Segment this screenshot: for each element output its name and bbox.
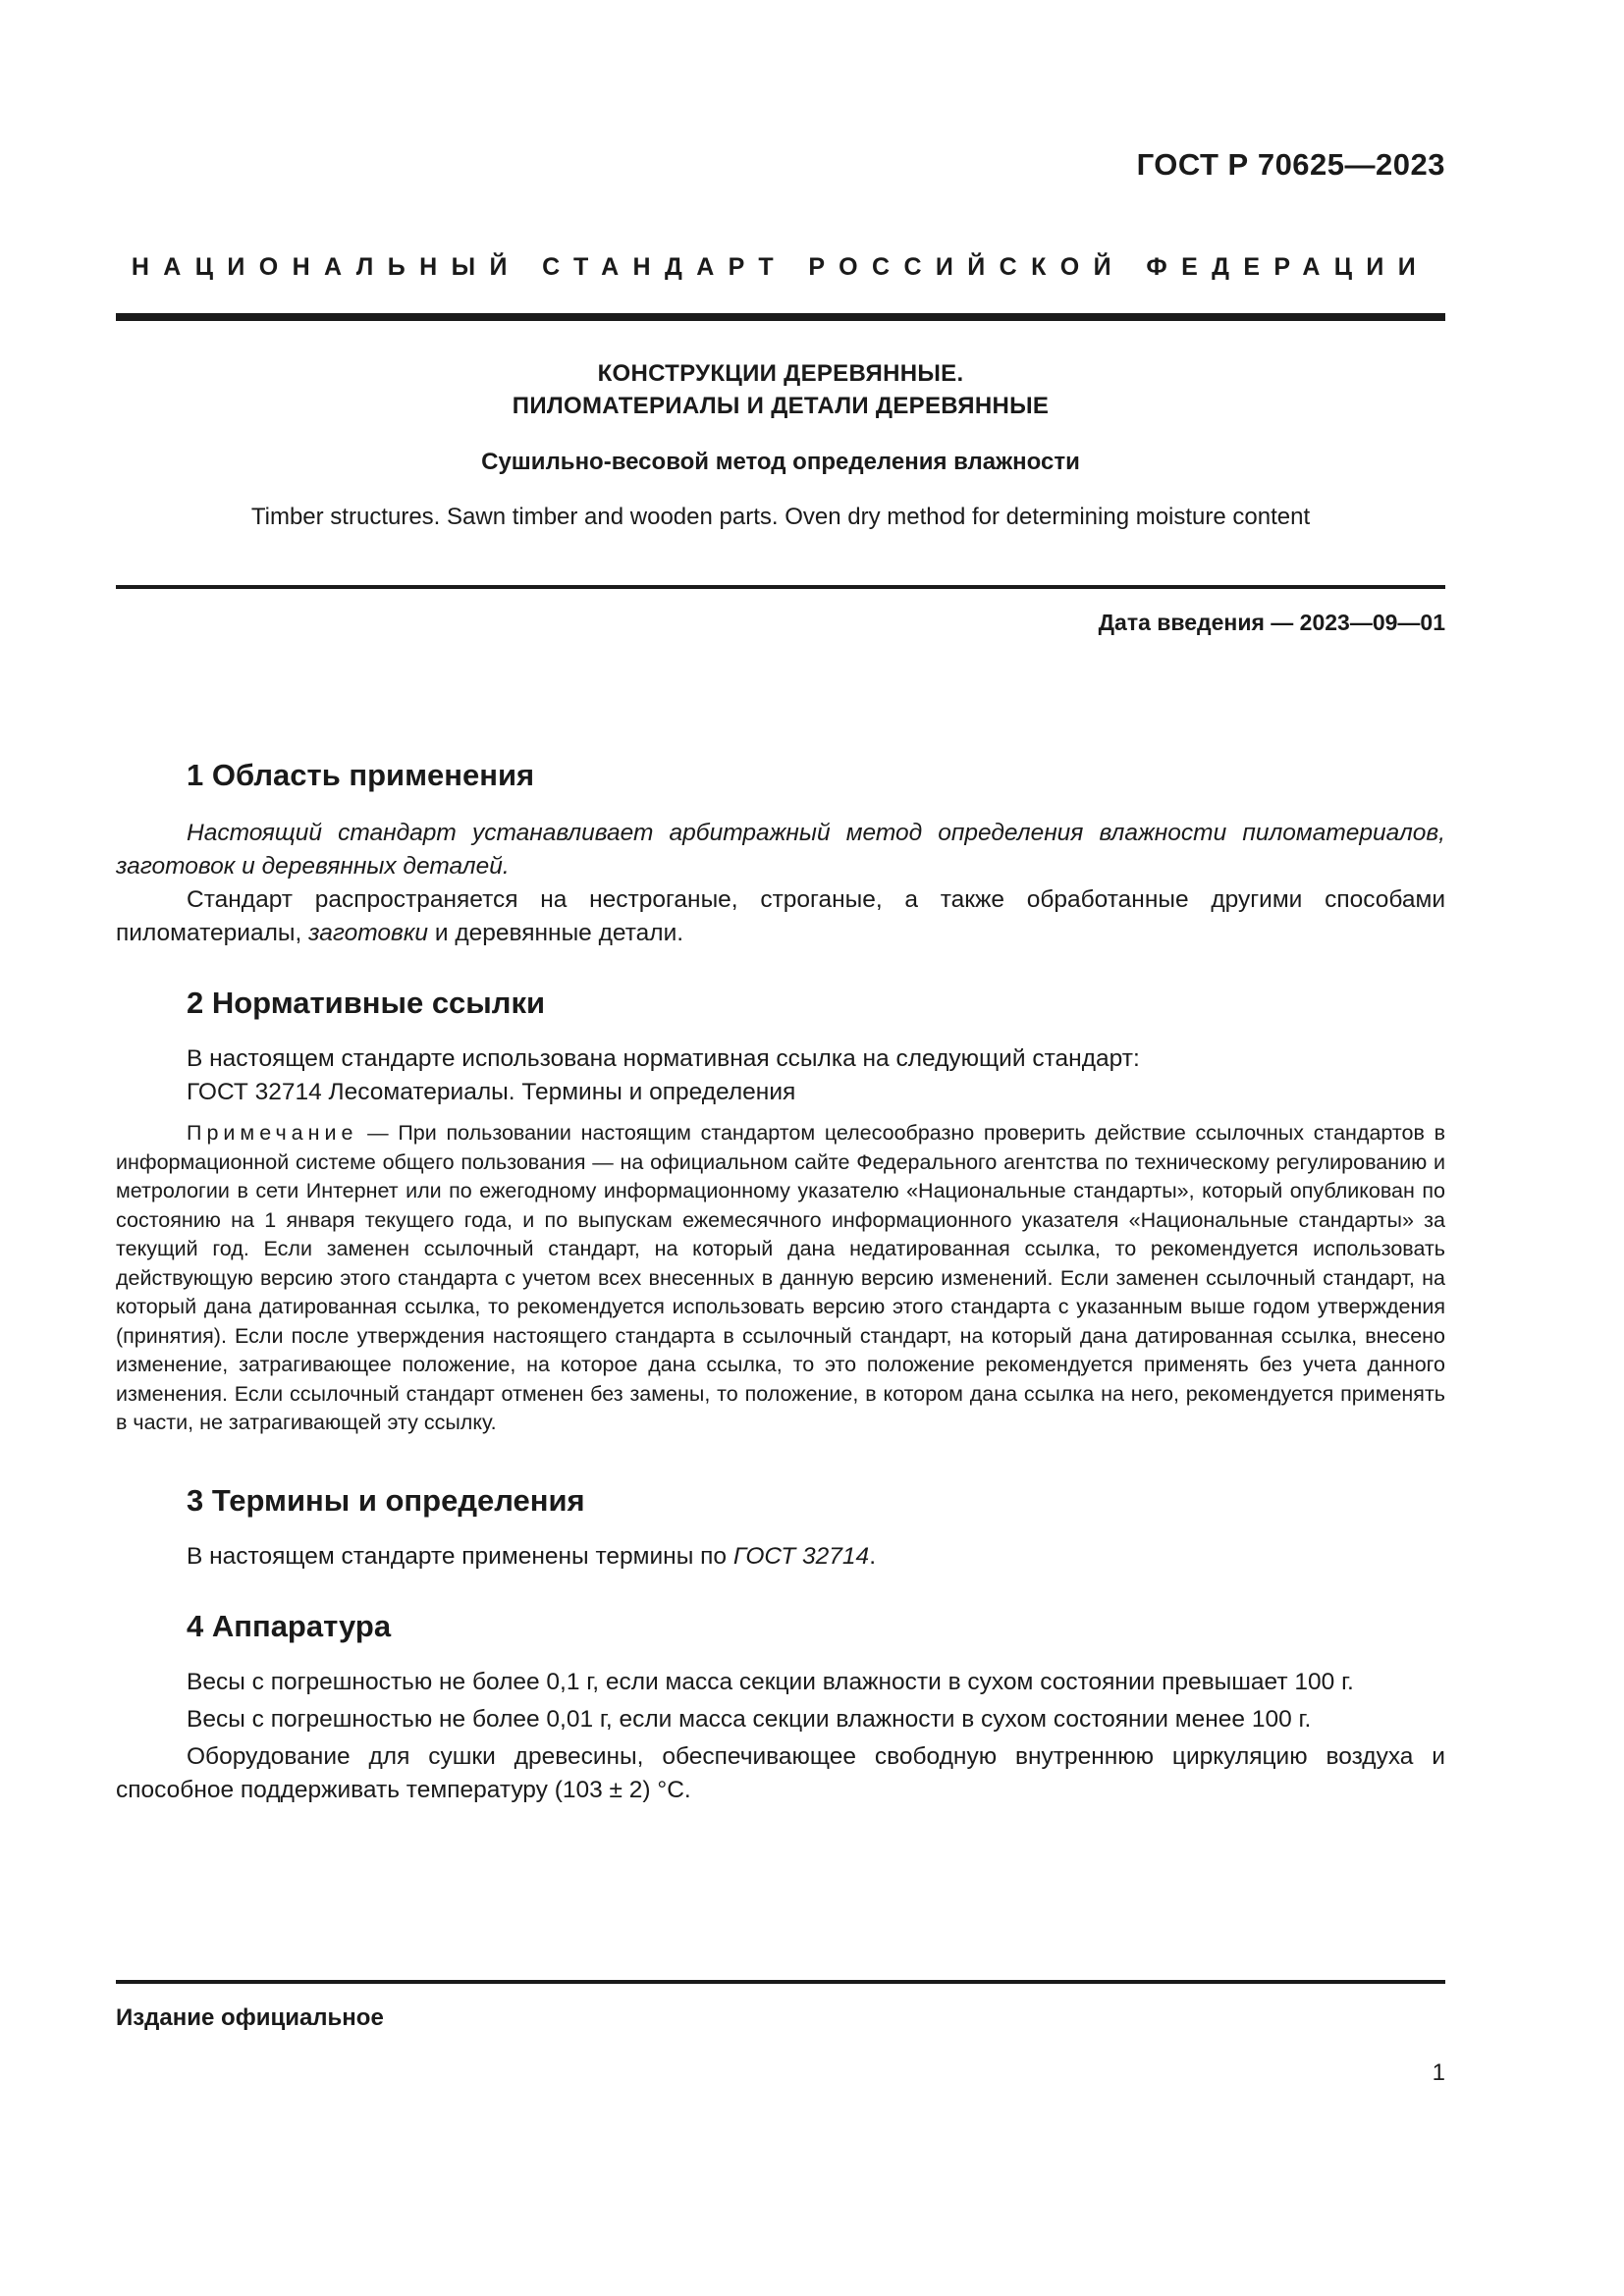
- section-4-paragraph-2: Весы с погрешностью не более 0,01 г, если масса секции влажности в сухом состоянии менее 100 г.: [187, 1705, 1312, 1733]
- section-1-heading: 1 Область применения: [187, 758, 535, 792]
- title-line-1: КОНСТРУКЦИИ ДЕРЕВЯННЫЕ.: [597, 360, 964, 387]
- section-4-paragraph-3: Оборудование для сушки древесины, обеспечивающее свободную внутреннюю циркуляцию воздуха и способное поддерживать температуру (103 ± 2) °С.: [116, 1742, 1445, 1803]
- section-3-p1-italic: ГОСТ 32714: [732, 1542, 870, 1570]
- english-title: Timber structures. Sawn timber and wooden parts. Oven dry method for determining moisture content: [250, 504, 1311, 530]
- section-1-p2-italic: заготовки: [308, 920, 429, 946]
- title-block: [116, 357, 1445, 532]
- section-4-paragraph-1: Весы с погрешностью не более 0,1 г, если масса секции влажности в сухом состоянии превышает 100 г.: [187, 1668, 1354, 1695]
- section-3-paragraph-1: [116, 1540, 1445, 1574]
- section-1-paragraph-2: [116, 883, 1445, 950]
- note-label: Примечание: [187, 1121, 358, 1145]
- page-number: 1: [1432, 2059, 1445, 2086]
- document-body: [116, 756, 1445, 1807]
- header-rule: [116, 313, 1445, 321]
- section-1-p2-text-b: и деревянные детали.: [428, 920, 684, 946]
- footer-rule: [116, 1980, 1445, 1984]
- introduction-date: Дата введения — 2023—09—01: [1098, 610, 1445, 635]
- title-line-2: ПИЛОМАТЕРИАЛЫ И ДЕТАЛИ ДЕРЕВЯННЫЕ: [512, 393, 1050, 419]
- method-subtitle: Сушильно-весовой метод определения влажности: [481, 449, 1080, 475]
- section-2-paragraph-1: В настоящем стандарте использована нормативная ссылка на следующий стандарт:: [187, 1045, 1140, 1072]
- title-rule: [116, 585, 1445, 589]
- section-4-heading: 4 Аппаратура: [187, 1608, 392, 1643]
- section-3-p1-text-b: .: [869, 1542, 876, 1570]
- section-2-note: [116, 1119, 1445, 1438]
- official-edition-label: Издание официальное: [116, 2004, 384, 2031]
- section-3-heading: 3 Термины и определения: [187, 1482, 585, 1518]
- section-2-heading: 2 Нормативные ссылки: [187, 986, 546, 1020]
- section-3-p1-text-a: В настоящем стандарте применены термины по: [187, 1542, 733, 1570]
- section-2-reference: ГОСТ 32714 Лесоматериалы. Термины и определения: [187, 1079, 796, 1105]
- note-text: — При пользовании настоящим стандартом целесообразно проверить действие ссылочных стандартов в информационной системе общего пользования — на официальном сайте Федерального агентства по техническому регулированию и метрологии в сети Интернет или по ежегодному информационному указателю «Национальные стандарты», который опубликован по состоянию на 1 января текущего года, и по выпускам ежемесячного информационного указателя «Национальные стандарты» за текущий год. Если заменен ссылочный стандарт, на который дана недатированная ссылка, то рекомендуется использовать действующую версию этого стандарта с учетом всех внесенных в данную версию изменений. Если заменен ссылочный стандарт, на который дана датированная ссылка, то рекомендуется использовать версию этого стандарта с указанным выше годом утверждения (принятия). Если после утверждения настоящего стандарта в ссылочный стандарт, на который дана датированная ссылка, внесено изменение, затрагивающее положение, на которое дана ссылка, то это положение рекомендуется применять без учета данного изменения. Если ссылочный стандарт отменен без замены, то положение, в котором дана ссылка на него, рекомендуется применять в части, не затрагивающей эту ссылку.: [116, 1121, 1445, 1434]
- section-1-paragraph-1: Настоящий стандарт устанавливает арбитражный метод определения влажности пиломатериалов, заготовок и деревянных деталей.: [116, 820, 1445, 880]
- section-1-p2-text-a: Стандарт распространяется на нестроганые, строганые, а также обработанные другими способами пиломатериалы,: [116, 886, 1445, 946]
- national-standard-banner: НАЦИОНАЛЬНЫЙ СТАНДАРТ РОССИЙСКОЙ ФЕДЕРАЦИИ: [131, 253, 1431, 281]
- document-code: ГОСТ Р 70625—2023: [1136, 147, 1445, 182]
